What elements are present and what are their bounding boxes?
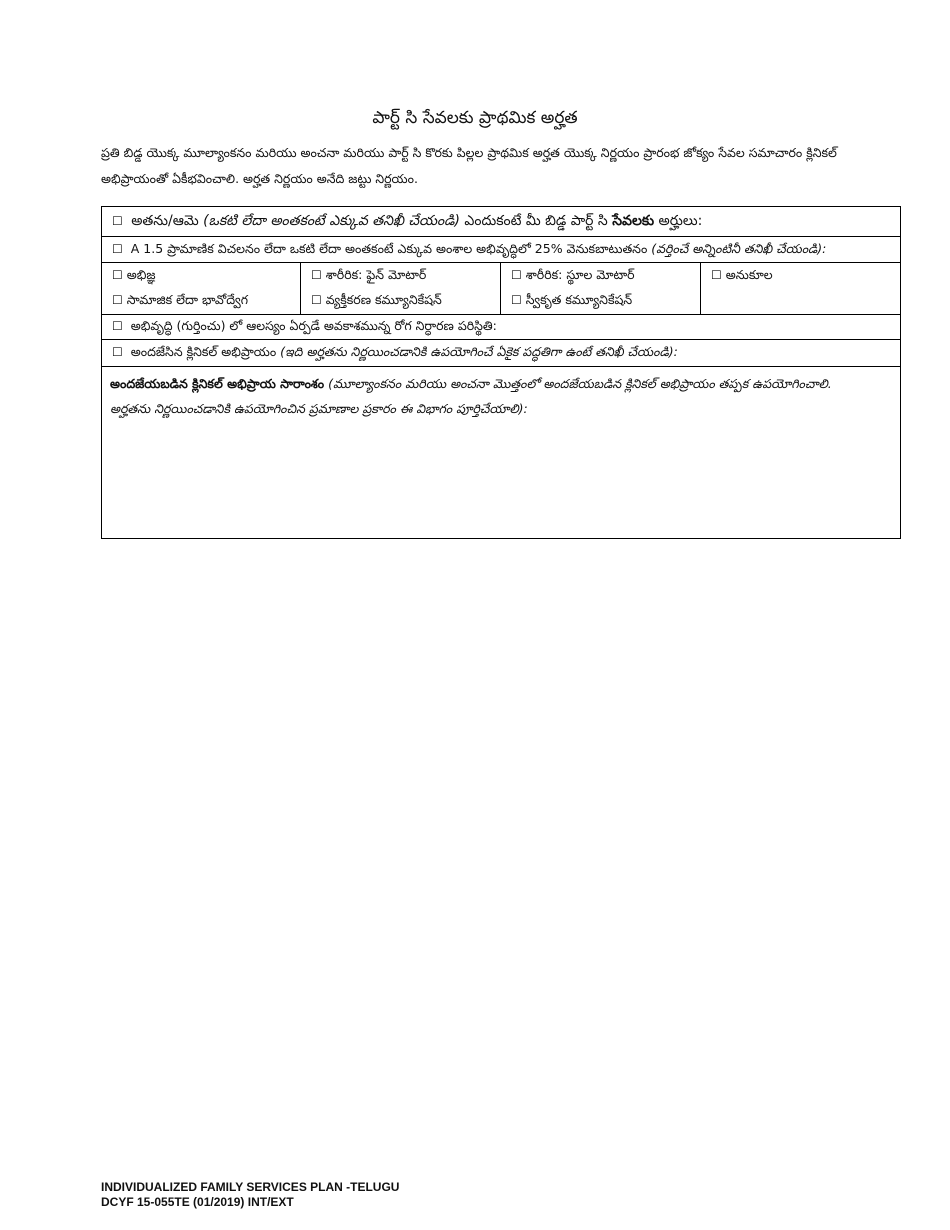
eligible-checkbox[interactable]: ☐ [112, 214, 123, 228]
developmental-delay-row [102, 237, 900, 263]
diagnosed-text: అభివృద్ధి (గుర్తించు) లో ఆలస్యం ఏర్పడే అవకాశమున్న రోగ నిర్ధారణ పరిస్థితి: [130, 318, 497, 333]
clinical-checkbox[interactable]: ☐ [112, 345, 123, 359]
header-mid: ఎందుకంటే మీ బిడ్డ పార్ట్ సి [464, 213, 608, 229]
expressive-label: వ్యక్తీకరణ కమ్యూనికేషన్ [325, 292, 442, 307]
domain-column-1 [102, 263, 301, 314]
summary-line-1 [110, 371, 890, 396]
receptive-checkbox[interactable]: ☐ [511, 293, 522, 307]
domain-column-2 [301, 263, 501, 314]
clinical-summary-area[interactable] [102, 367, 900, 538]
domain-fine-motor [311, 267, 426, 286]
fine-motor-label: శారీరిక: ఫైన్ మోటార్ [325, 267, 427, 282]
header-lead: అతను/ఆమె [131, 213, 199, 229]
diagnosed-checkbox[interactable]: ☐ [112, 319, 123, 333]
adaptive-checkbox[interactable]: ☐ [711, 268, 722, 282]
receptive-label: స్వీకృత కమ్యూనికేషన్ [525, 292, 633, 307]
adaptive-label: అనుకూల [725, 267, 773, 282]
summary-heading: అందజేయబడిన క్లినికల్ అభిప్రాయ సారాంశం [110, 376, 325, 391]
gross-motor-label: శారీరిక: స్థూల మోటార్ [525, 267, 635, 282]
expressive-checkbox[interactable]: ☐ [311, 293, 322, 307]
footer-form-number: DCYF 15-055TE (01/2019) INT/EXT [101, 1195, 294, 1209]
cognitive-label: అభిజ్ఞ [126, 267, 156, 282]
header-tail: అర్హులు: [658, 213, 703, 229]
summary-instruction-2: అర్హతను నిర్ణయించడానికి ఉపయోగించిన ప్రమాణాల ప్రకారం ఈ విభాగం పూర్తిచేయాలి): [110, 401, 528, 416]
domain-expressive [311, 292, 442, 311]
fine-motor-checkbox[interactable]: ☐ [311, 268, 322, 282]
domain-grid [102, 263, 900, 315]
header-instruction: (ఒకటి లేదా అంతకంటే ఎక్కువ తనిఖీ చేయండి) [203, 213, 460, 229]
intro-line-2: అభిప్రాయంతో ఏకీభవించాలి. అర్హత నిర్ణయం అనేది జట్టు నిర్ణయం. [101, 171, 418, 186]
eligibility-header-row [102, 207, 900, 237]
delay-text: A 1.5 ప్రామాణిక విచలనం లేదా ఒకటి లేదా అంతకంటే ఎక్కువ అంశాల అభివృద్ధిలో 25% వెనుకబాటుతనం [130, 241, 648, 256]
social-emotional-label: సామాజిక లేదా భావోద్వేగ [126, 292, 249, 307]
gross-motor-checkbox[interactable]: ☐ [511, 268, 522, 282]
domain-column-4 [701, 263, 900, 314]
intro-paragraph [101, 140, 861, 192]
social-emotional-checkbox[interactable]: ☐ [112, 293, 123, 307]
domain-social-emotional [112, 292, 248, 311]
page-title: పార్ట్ సి సేవలకు ప్రాథమిక అర్హత [372, 108, 578, 128]
domain-adaptive [711, 267, 773, 286]
domain-cognitive [112, 267, 156, 286]
delay-instruction: (వర్తించే అన్నింటినీ తనిఖీ చేయండి): [651, 241, 827, 256]
diagnosed-condition-row [102, 314, 900, 340]
cognitive-checkbox[interactable]: ☐ [112, 268, 123, 282]
clinical-instruction: (ఇది అర్హతను నిర్ణయించడానికి ఉపయోగించే ఏకైక పద్ధతిగా ఉంటే తనిఖీ చేయండి): [280, 344, 678, 359]
footer-title: INDIVIDUALIZED FAMILY SERVICES PLAN -TELUGU [101, 1180, 400, 1194]
domain-receptive [511, 292, 632, 311]
intro-line-1: ప్రతి బిడ్డ యొక్క మూల్యాంకనం మరియు అంచనా మరియు పార్ట్ సి కొరకు పిల్లల ప్రాథమిక అర్హత యొక్క నిర్ణయం ప్రారంభ జోక్యం సేవల సమాచారం క్లినికల్ [101, 145, 837, 160]
domain-gross-motor [511, 267, 635, 286]
delay-checkbox[interactable]: ☐ [112, 242, 123, 256]
summary-instruction-1: (మూల్యాంకనం మరియు అంచనా మొత్తంలో అందజేయబడిన క్లినికల్ అభిప్రాయం తప్పక ఉపయోగించాలి. [328, 376, 832, 391]
eligibility-form [101, 206, 901, 539]
form-footer [101, 1180, 399, 1210]
domain-column-3 [501, 263, 701, 314]
clinical-opinion-row [102, 340, 900, 367]
header-bold: సేవలకు [612, 213, 655, 229]
clinical-text: అందజేసిన క్లినికల్ అభిప్రాయం [130, 344, 277, 359]
